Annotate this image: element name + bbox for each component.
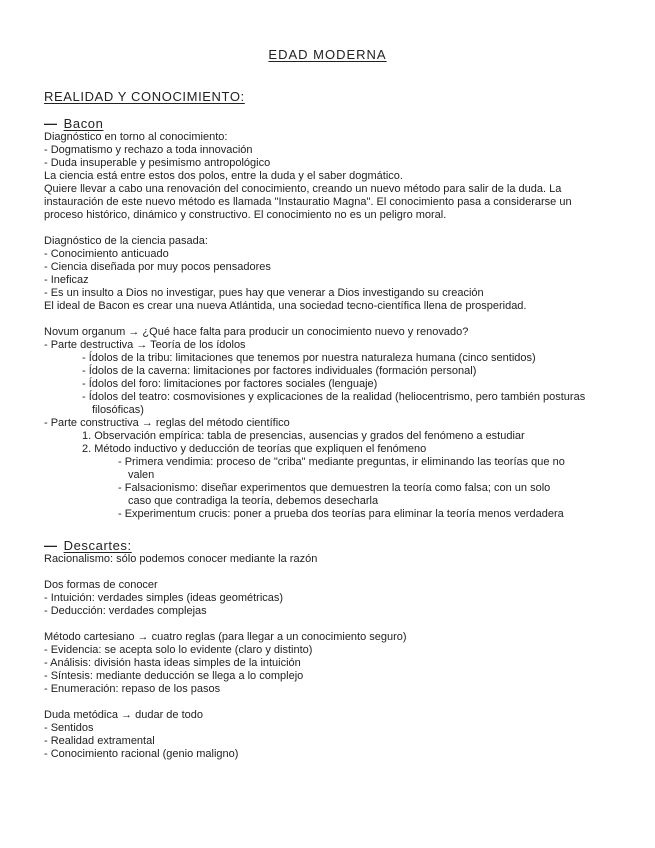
- descartes-rationalism-line: Racionalismo: sólo podemos conocer mediante la razón: [44, 553, 318, 565]
- novum-organum-line: Novum organum → ¿Qué hace falta para producir un conocimiento nuevo y renovado?: [44, 326, 469, 338]
- bacon-heading: [44, 116, 612, 131]
- bacon-renovation-paragraph: Quiere llevar a cabo una renovación del conocimiento, creando un nuevo método para salir de la duda. La instauración de este nuevo método es llamada "Instauratio Magna". El conocimiento pasa a considerarse un proceso histórico, dinámico y constructivo. El conocimiento no es un peligro moral.: [44, 183, 572, 221]
- descartes-doubt-item: - Realidad extramental: [44, 735, 155, 747]
- descartes-doubt-intro: Duda metódica → dudar de todo: [44, 709, 203, 721]
- descartes-method-item: - Evidencia: se acepta solo lo evidente (claro y distinto): [44, 644, 313, 656]
- idol-item: - Ídolos de la tribu: limitaciones que tenemos por nuestra naturaleza humana (cinco sentidos): [82, 352, 536, 364]
- bacon-diagnosis-block: [44, 131, 612, 183]
- bacon-past-science-item: - Conocimiento anticuado: [44, 248, 169, 260]
- descartes-heading: [44, 538, 612, 553]
- method-subrule-item: - Falsacionismo: diseñar experimentos que demuestren la teoría como falsa; con un solo caso que contradiga la teoría, debemos desecharla: [118, 482, 551, 507]
- idol-item: - Ídolos del teatro: cosmovisiones y explicaciones de la realidad (heliocentrismo, pero también posturas filosóficas): [82, 391, 586, 416]
- bacon-diagnosis-item: - Dogmatismo y rechazo a toda innovación: [44, 144, 253, 156]
- page-title-text: EDAD MODERNA: [268, 47, 387, 62]
- bacon-heading-text: Bacon: [63, 116, 104, 131]
- method-subrule-item: - Experimentum crucis: poner a prueba dos teorías para eliminar la teoría menos verdadera: [118, 508, 564, 520]
- bacon-past-science-intro: Diagnóstico de la ciencia pasada:: [44, 235, 208, 247]
- descartes-method-block: [44, 631, 612, 696]
- descartes-method-intro: Método cartesiano → cuatro reglas (para llegar a un conocimiento seguro): [44, 631, 407, 643]
- bacon-heading-marker: —: [44, 116, 58, 131]
- bacon-ideal-paragraph: El ideal de Bacon es crear una nueva Atlántida, una sociedad tecno-científica llena de prosperidad.: [44, 300, 527, 312]
- bacon-past-science-item: - Es un insulto a Dios no investigar, pues hay que venerar a Dios investigando su creación: [44, 287, 484, 299]
- descartes-forms-intro: Dos formas de conocer: [44, 579, 158, 591]
- method-subrule-item: - Primera vendimia: proceso de "criba" mediante preguntas, ir eliminando las teorías que no valen: [118, 456, 565, 481]
- bacon-diagnosis-item: - Duda insuperable y pesimismo antropológico: [44, 157, 271, 169]
- bacon-past-science-item: - Ineficaz: [44, 274, 89, 286]
- idol-item: - Ídolos de la caverna: limitaciones por factores individuales (formación personal): [82, 365, 477, 377]
- bacon-past-science-item: - Ciencia diseñada por muy pocos pensadores: [44, 261, 271, 273]
- descartes-doubt-block: [44, 709, 612, 761]
- descartes-doubt-item: - Sentidos: [44, 722, 94, 734]
- descartes-forms-block: [44, 579, 612, 618]
- bacon-past-science-block: [44, 235, 612, 300]
- descartes-method-item: - Síntesis: mediante deducción se llega a lo complejo: [44, 670, 304, 682]
- page-title: [0, 47, 655, 62]
- method-rule-item: 2. Método inductivo y deducción de teorías que expliquen el fenómeno: [82, 443, 427, 455]
- descartes-heading-marker: —: [44, 538, 58, 553]
- bacon-diagnosis-intro: Diagnóstico en torno al conocimiento:: [44, 131, 228, 143]
- descartes-method-item: - Enumeración: repaso de los pasos: [44, 683, 221, 695]
- document-content: [44, 89, 612, 761]
- destructive-part-line: - Parte destructiva → Teoría de los ídolos: [44, 339, 246, 351]
- section-heading: REALIDAD Y CONOCIMIENTO:: [44, 89, 245, 104]
- descartes-method-item: - Análisis: división hasta ideas simples de la intuición: [44, 657, 301, 669]
- method-rule-item: 1. Observación empírica: tabla de presencias, ausencias y grados del fenómeno a estudiar: [82, 430, 525, 442]
- descartes-heading-text: Descartes:: [63, 538, 132, 553]
- descartes-forms-item: - Deducción: verdades complejas: [44, 605, 207, 617]
- constructive-part-line: - Parte constructiva → reglas del método científico: [44, 417, 290, 429]
- idol-item: - Ídolos del foro: limitaciones por factores sociales (lenguaje): [82, 378, 378, 390]
- descartes-doubt-item: - Conocimiento racional (genio maligno): [44, 748, 239, 760]
- descartes-forms-item: - Intuición: verdades simples (ideas geométricas): [44, 592, 284, 604]
- bacon-diagnosis-summary: La ciencia está entre estos dos polos, entre la duda y el saber dogmático.: [44, 170, 403, 182]
- bacon-novum-organum-block: [44, 326, 612, 521]
